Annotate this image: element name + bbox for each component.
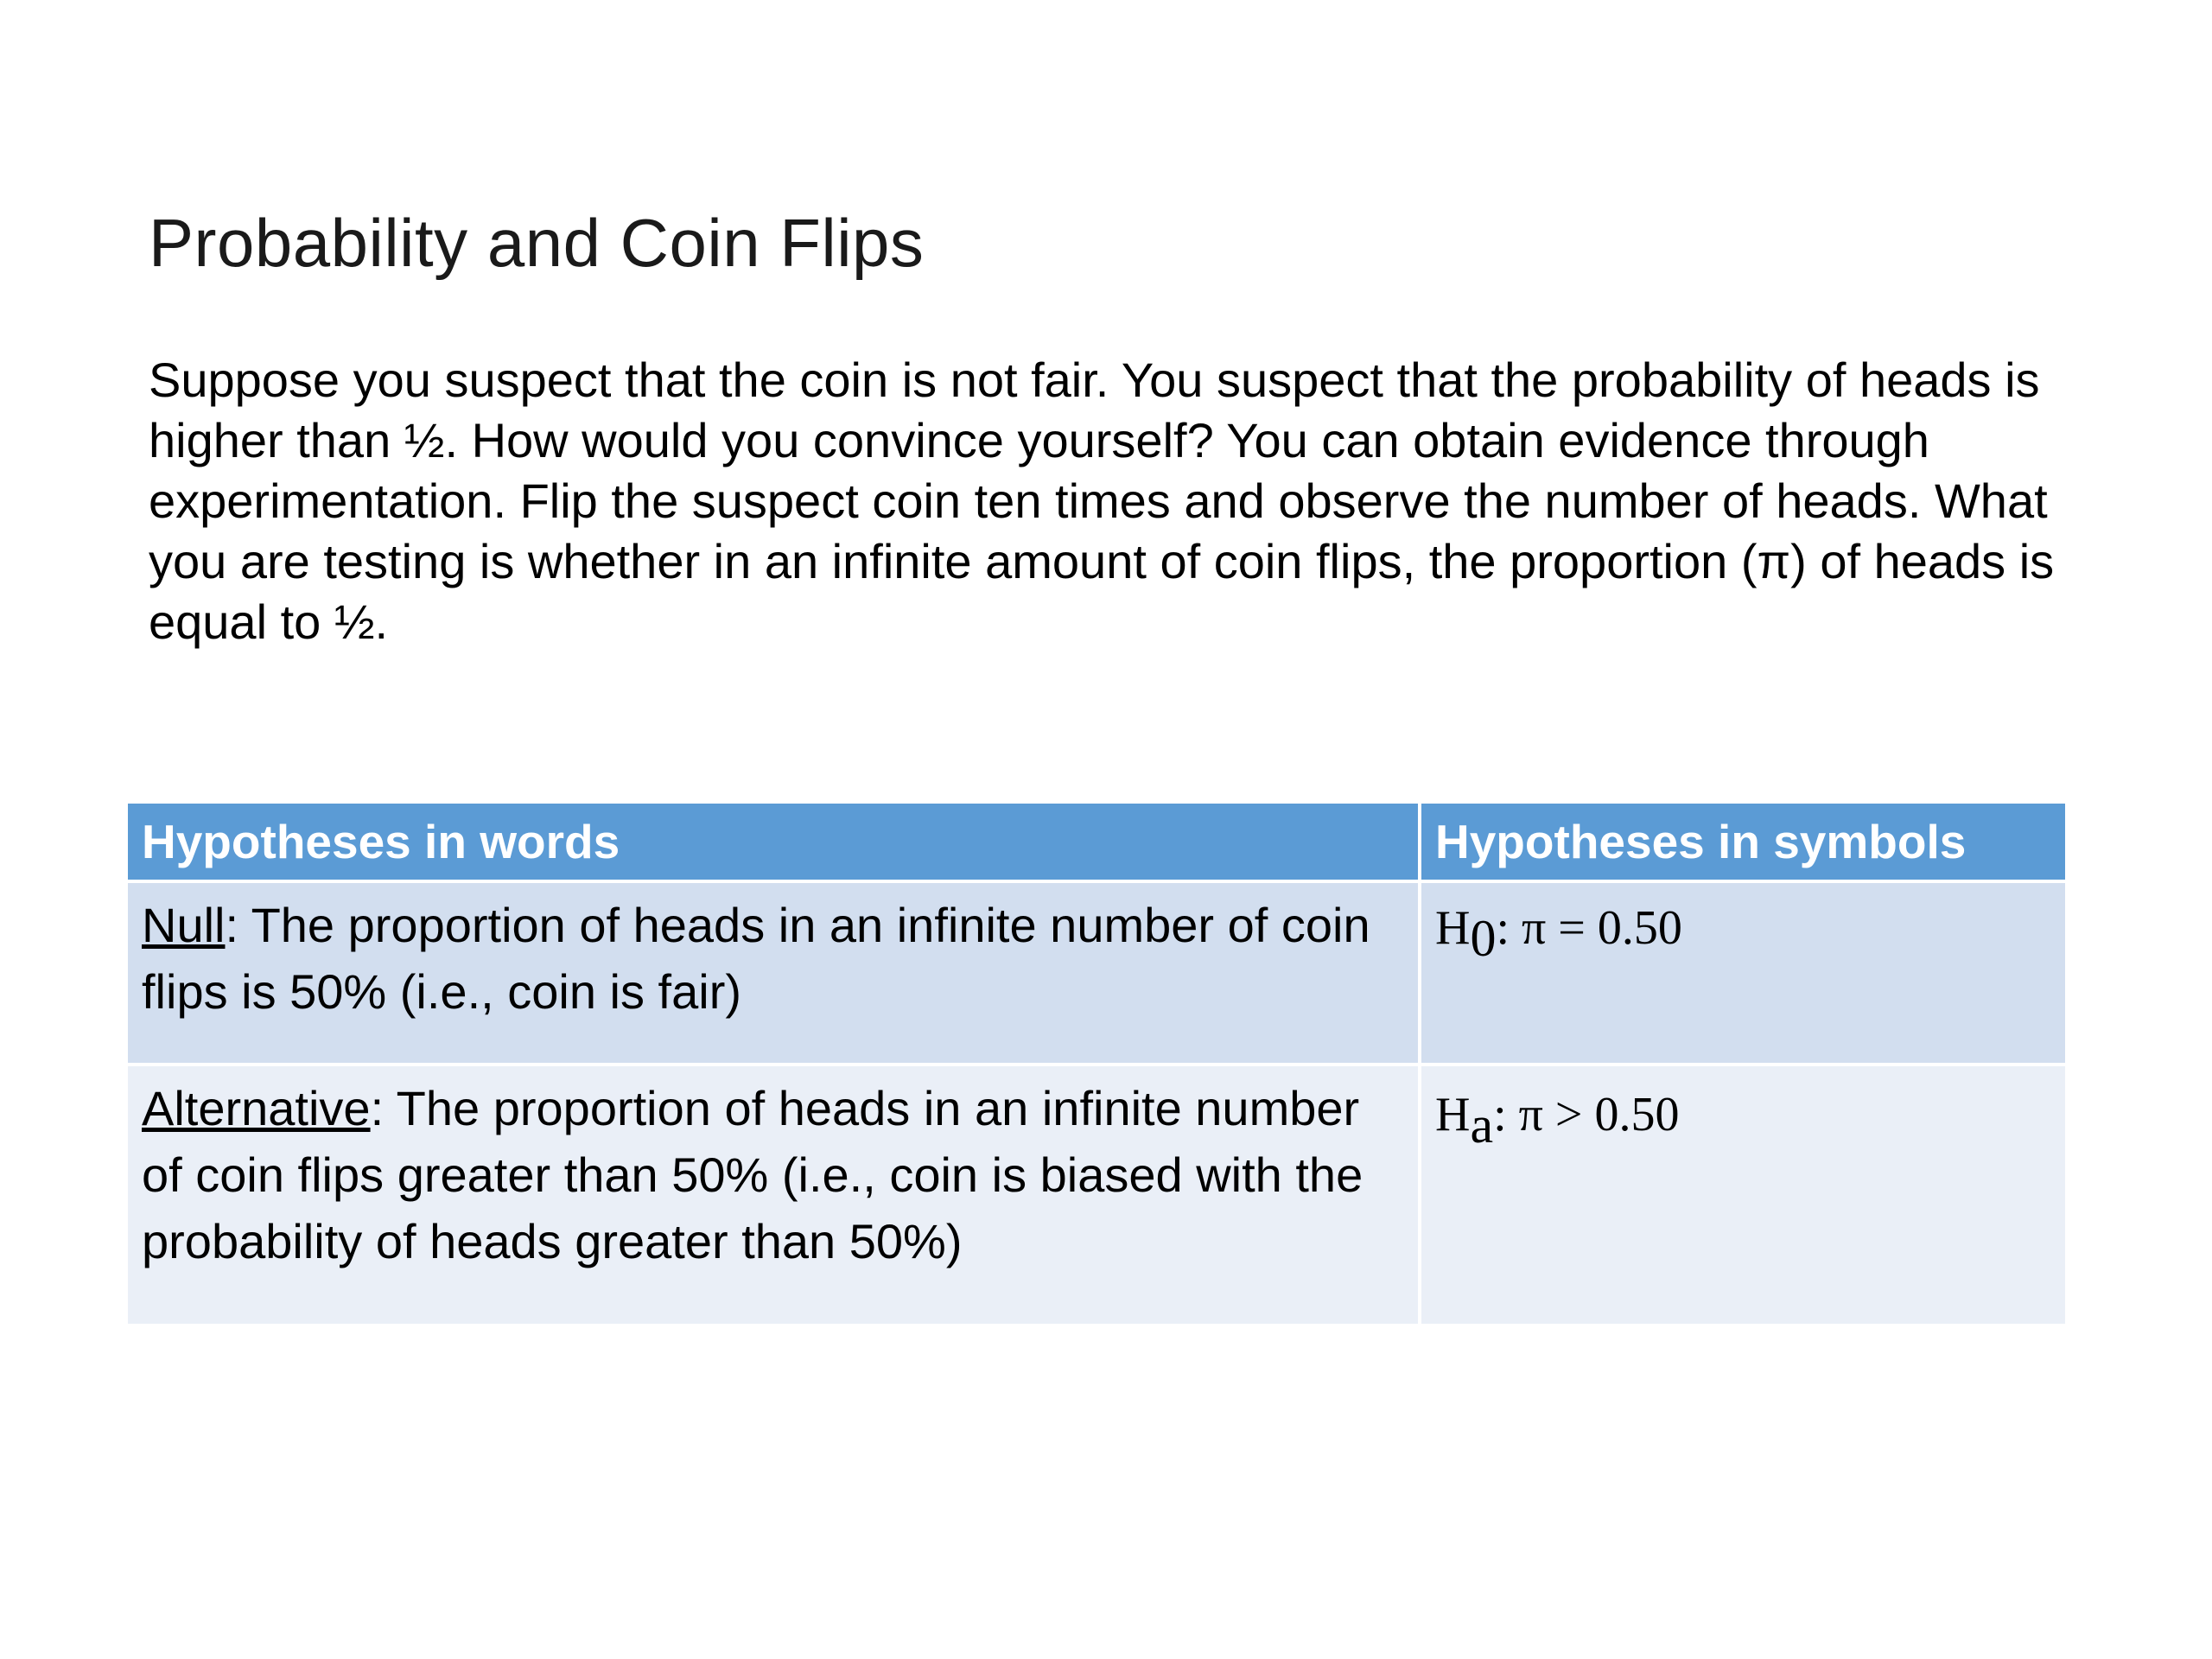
table-header-row [128, 804, 2065, 881]
slide-title: Probability and Coin Flips [149, 205, 925, 281]
hypotheses-table [128, 804, 2065, 1324]
null-symbol-expression: : π = 0.50 [1496, 901, 1682, 955]
alt-symbol-expression: : π > 0.50 [1493, 1088, 1680, 1141]
table-row-alternative [128, 1065, 2065, 1324]
alternative-description: : The proportion of heads in an infinite number of coin flips greater than 50% (i.e., coin is biased with the probability of heads greater than 50%) [142, 1081, 1363, 1268]
null-term: Null [142, 898, 226, 952]
alt-symbol-subscript: a [1470, 1096, 1494, 1154]
header-symbols: Hypotheses in symbols [1420, 804, 2065, 881]
table-row-null [128, 881, 2065, 1065]
alternative-hypothesis-words [128, 1065, 1420, 1324]
null-hypothesis-symbol [1420, 881, 2065, 1065]
null-hypothesis-words [128, 881, 1420, 1065]
alt-symbol-h: H [1435, 1088, 1471, 1141]
null-symbol-subscript: 0 [1470, 910, 1497, 967]
null-symbol-h: H [1435, 901, 1471, 955]
alternative-term: Alternative [142, 1081, 371, 1135]
null-description: : The proportion of heads in an infinite number of coin flips is 50% (i.e., coin is fair) [142, 898, 1370, 1019]
alternative-hypothesis-symbol [1420, 1065, 2065, 1324]
header-words: Hypotheses in words [128, 804, 1420, 881]
slide-body-paragraph: Suppose you suspect that the coin is not fair. You suspect that the probability of heads is higher than ½. How would you convince yourself? You can obtain evidence through experimentation. Flip the suspect coin ten times and observe the number of heads. What you are testing is whether in an infinite amount of coin flips, the proportion (π) of heads is equal to ½. [149, 353, 2055, 649]
